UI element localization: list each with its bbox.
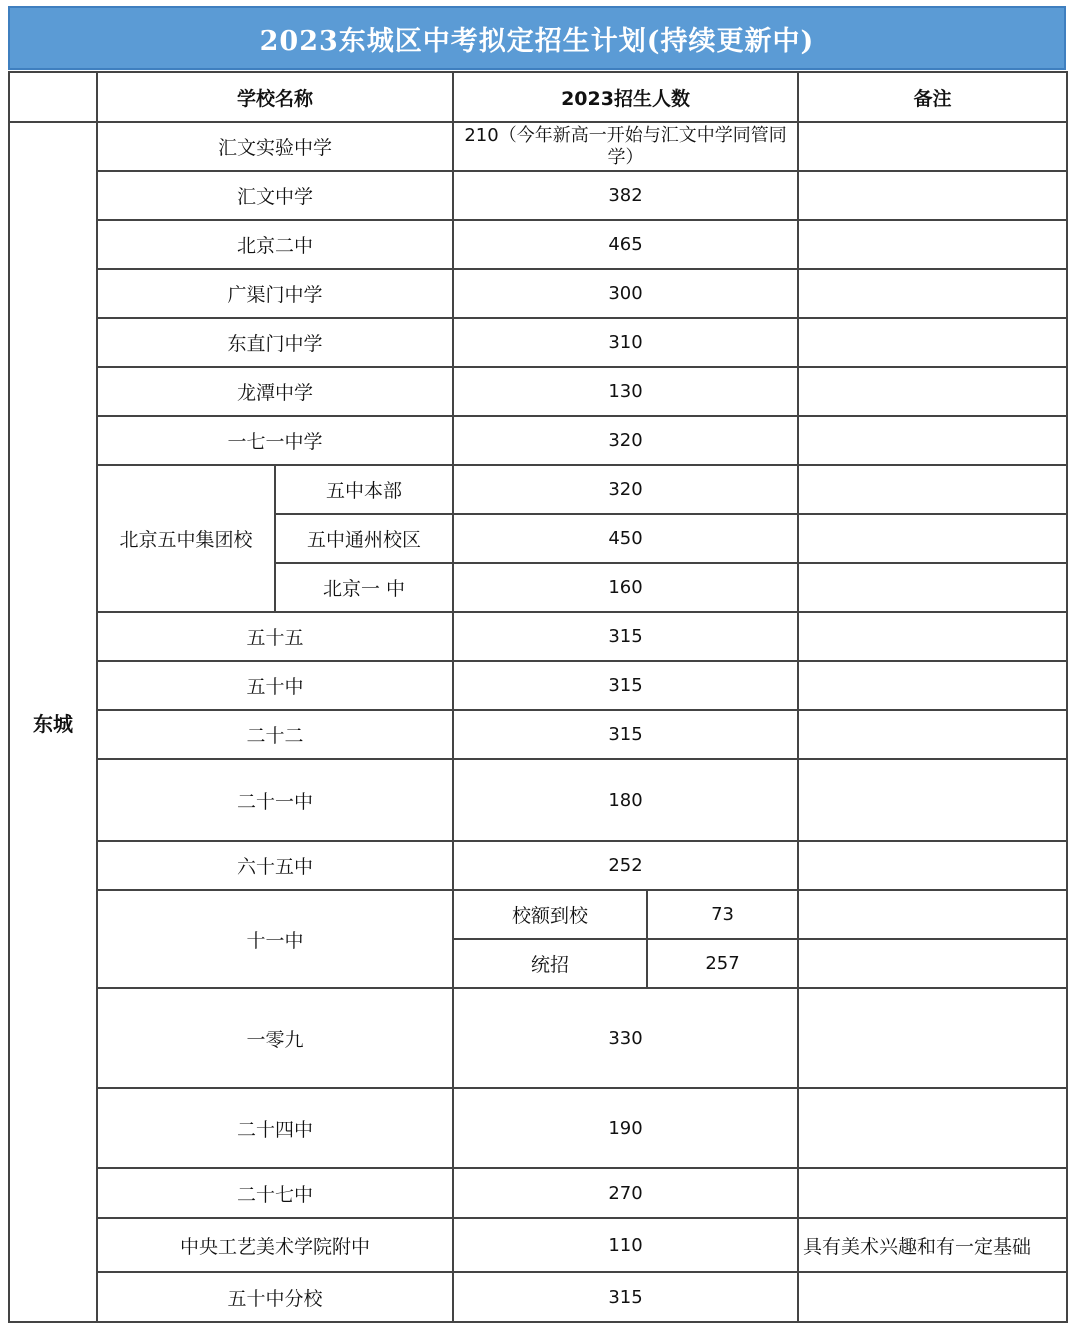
note: 具有美术兴趣和有一定基础 <box>798 1218 1067 1272</box>
school-name: 二十七中 <box>97 1168 453 1218</box>
school-name: 汇文实验中学 <box>97 122 453 171</box>
campus-name: 五中通州校区 <box>275 514 453 563</box>
header-count: 2023招生人数 <box>453 72 798 122</box>
enrollment-count: 310 <box>453 318 798 367</box>
table-row <box>9 988 1067 1088</box>
table-row <box>9 318 1067 367</box>
note <box>798 318 1067 367</box>
enrollment-count: 130 <box>453 367 798 416</box>
table-row <box>9 661 1067 710</box>
header-school: 学校名称 <box>97 72 453 122</box>
enrollment-count: 330 <box>453 988 798 1088</box>
enrollment-table <box>8 71 1068 1323</box>
school-name: 北京二中 <box>97 220 453 269</box>
table-row <box>9 465 1067 514</box>
school-name: 六十五中 <box>97 841 453 890</box>
note <box>798 1088 1067 1168</box>
enrollment-count: 465 <box>453 220 798 269</box>
table-header-row <box>9 72 1067 122</box>
table-row <box>9 220 1067 269</box>
admission-type: 统招 <box>453 939 647 988</box>
note <box>798 612 1067 661</box>
enrollment-count: 210（今年新高一开始与汇文中学同管同学） <box>453 122 798 171</box>
enrollment-count: 315 <box>453 710 798 759</box>
note <box>798 939 1067 988</box>
note <box>798 416 1067 465</box>
note <box>798 1272 1067 1322</box>
enrollment-count: 315 <box>453 612 798 661</box>
school-name: 一零九 <box>97 988 453 1088</box>
enrollment-count: 160 <box>453 563 798 612</box>
enrollment-count: 315 <box>453 661 798 710</box>
enrollment-count: 180 <box>453 759 798 841</box>
enrollment-count: 110 <box>453 1218 798 1272</box>
enrollment-count: 320 <box>453 465 798 514</box>
campus-name: 五中本部 <box>275 465 453 514</box>
table-row <box>9 171 1067 220</box>
group-school-name: 北京五中集团校 <box>97 465 275 612</box>
school-name: 一七一中学 <box>97 416 453 465</box>
note <box>798 890 1067 939</box>
table-row <box>9 1272 1067 1322</box>
district-cell: 东城 <box>9 122 97 1322</box>
table-row <box>9 367 1067 416</box>
school-name: 十一中 <box>97 890 453 988</box>
admission-type: 校额到校 <box>453 890 647 939</box>
school-name: 龙潭中学 <box>97 367 453 416</box>
enrollment-count: 315 <box>453 1272 798 1322</box>
note <box>798 563 1067 612</box>
note <box>798 171 1067 220</box>
enrollment-count: 190 <box>453 1088 798 1168</box>
note <box>798 269 1067 318</box>
school-name: 中央工艺美术学院附中 <box>97 1218 453 1272</box>
table-row <box>9 416 1067 465</box>
table-row <box>9 759 1067 841</box>
school-name: 二十一中 <box>97 759 453 841</box>
table-row <box>9 1088 1067 1168</box>
table-row <box>9 841 1067 890</box>
enrollment-count: 300 <box>453 269 798 318</box>
note <box>798 988 1067 1088</box>
school-name: 广渠门中学 <box>97 269 453 318</box>
table-row <box>9 612 1067 661</box>
header-note: 备注 <box>798 72 1067 122</box>
note <box>798 1168 1067 1218</box>
table-row <box>9 890 1067 939</box>
school-name: 汇文中学 <box>97 171 453 220</box>
enrollment-count: 320 <box>453 416 798 465</box>
school-name: 二十四中 <box>97 1088 453 1168</box>
enrollment-count: 257 <box>647 939 798 988</box>
note <box>798 514 1067 563</box>
note <box>798 710 1067 759</box>
school-name: 五十中 <box>97 661 453 710</box>
enrollment-count: 382 <box>453 171 798 220</box>
school-name: 五十中分校 <box>97 1272 453 1322</box>
table-row <box>9 122 1067 171</box>
note <box>798 122 1067 171</box>
enrollment-count: 270 <box>453 1168 798 1218</box>
table-row <box>9 710 1067 759</box>
note <box>798 759 1067 841</box>
school-name: 东直门中学 <box>97 318 453 367</box>
campus-name: 北京一 中 <box>275 563 453 612</box>
table-row <box>9 269 1067 318</box>
enrollment-count: 450 <box>453 514 798 563</box>
note <box>798 841 1067 890</box>
note <box>798 465 1067 514</box>
table-row <box>9 1168 1067 1218</box>
table-row <box>9 1218 1067 1272</box>
note <box>798 220 1067 269</box>
header-district <box>9 72 97 122</box>
enrollment-count: 73 <box>647 890 798 939</box>
note <box>798 661 1067 710</box>
school-name: 二十二 <box>97 710 453 759</box>
page-title: 2023东城区中考拟定招生计划(持续更新中) <box>8 6 1066 70</box>
school-name: 五十五 <box>97 612 453 661</box>
enrollment-count: 252 <box>453 841 798 890</box>
note <box>798 367 1067 416</box>
